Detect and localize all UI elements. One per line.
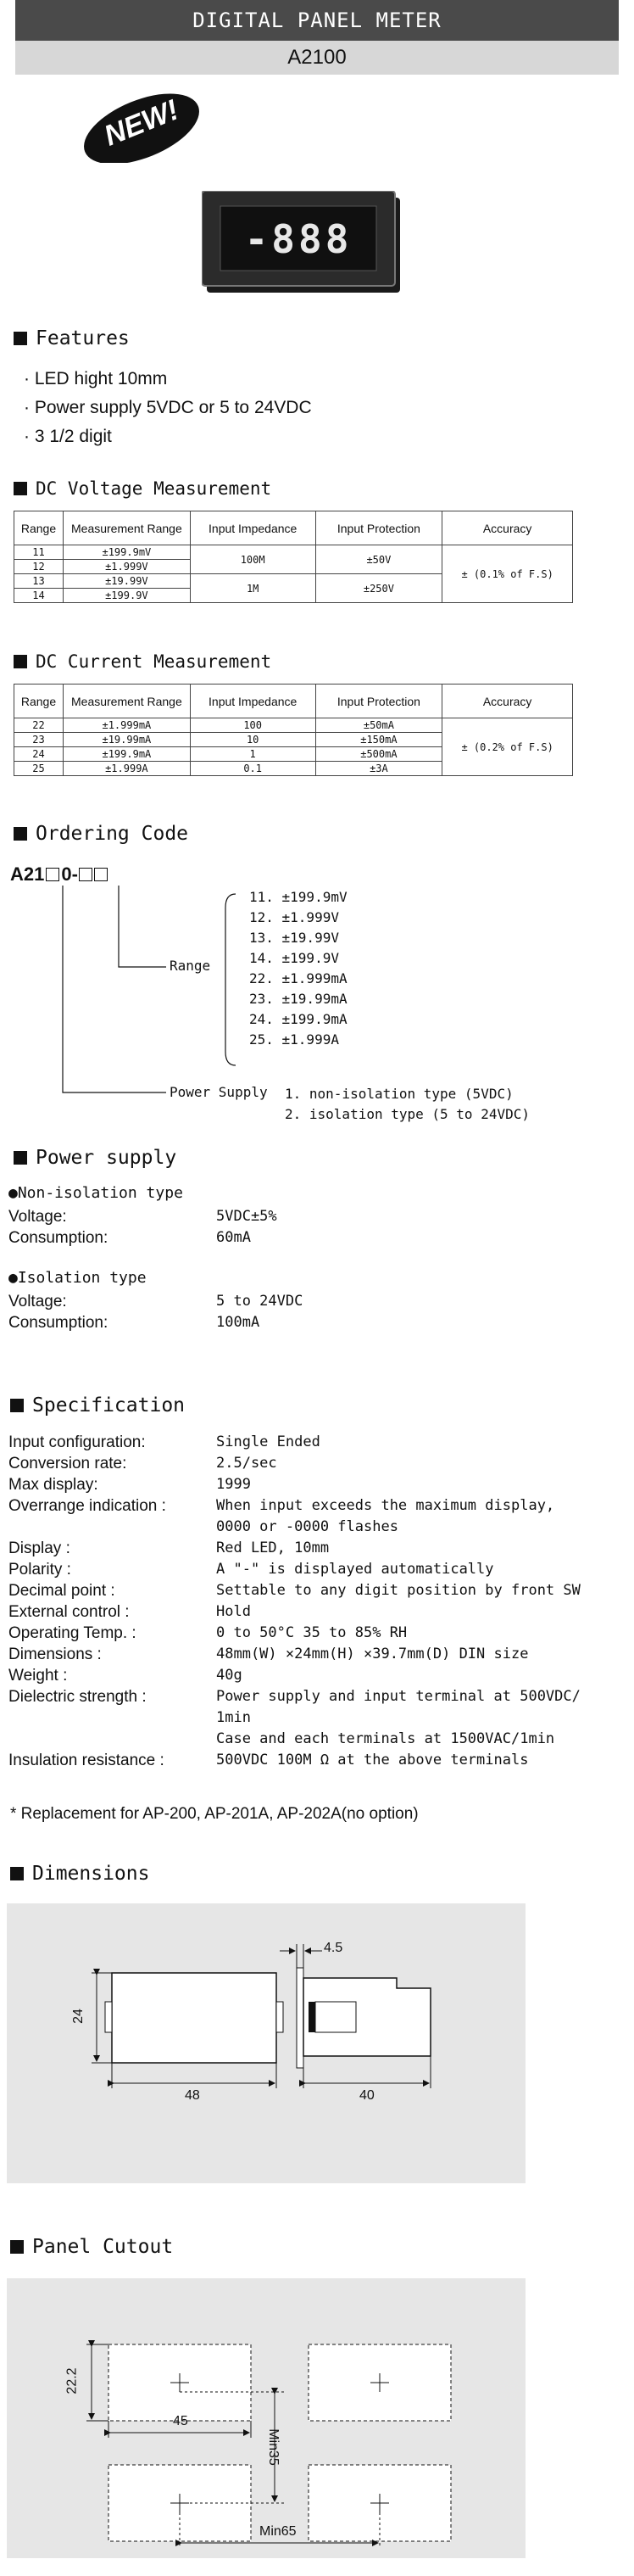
feature-item: · Power supply 5VDC or 5 to 24VDC: [24, 398, 312, 417]
spec-row: [8, 1474, 581, 1495]
dim-width-label: 48: [185, 2088, 200, 2103]
list-item: 11. ±199.9mV: [249, 889, 348, 905]
voltage-table: [14, 511, 573, 603]
spec-row: [8, 1206, 277, 1227]
table-cell: ±1.999V: [63, 560, 190, 574]
range-label: Range: [170, 958, 211, 974]
spec-key: Dimensions :: [8, 1646, 102, 1663]
dimensions-heading: [10, 1863, 149, 1885]
spec-value: Hold: [216, 1603, 251, 1620]
spec-key: Consumption:: [8, 1314, 108, 1332]
isolation-specs: [8, 1291, 303, 1333]
dim-thickness-label: 4.5: [324, 1941, 343, 1955]
col-header: Range: [14, 685, 64, 718]
spec-heading: [10, 1394, 185, 1417]
table-cell: ±199.9mA: [63, 747, 190, 762]
col-header: Measurement Range: [63, 511, 190, 545]
current-heading-text: DC Current Measurement: [36, 651, 272, 672]
spec-row: [8, 1432, 581, 1453]
cutout-vmin-label: Min35: [265, 2428, 281, 2466]
spec-key: [8, 1517, 216, 1538]
spec-row: [8, 1291, 303, 1312]
spec-value: 5 to 24VDC: [216, 1293, 303, 1310]
spec-row: [8, 1707, 581, 1729]
order-code-lines: [0, 874, 254, 1111]
isolation-title: ●Isolation type: [8, 1269, 147, 1287]
cutout-heading: [10, 2236, 173, 2258]
spec-row: [8, 1665, 581, 1686]
square-bullet-icon: [10, 1867, 24, 1880]
spec-row: [8, 1453, 581, 1474]
spec-row: [8, 1601, 581, 1623]
led-display: -888: [244, 216, 353, 262]
current-table: [14, 684, 573, 776]
spec-key: Insulation resistance :: [8, 1752, 164, 1769]
new-badge-text: NEW!: [99, 93, 183, 153]
spec-key: Decimal point :: [8, 1582, 115, 1600]
spec-list: [8, 1432, 581, 1771]
ordering-heading-text: Ordering Code: [36, 823, 189, 845]
table-cell: 1M: [190, 574, 315, 603]
spec-key: Voltage:: [8, 1208, 67, 1226]
col-header: Input Protection: [315, 511, 442, 545]
spec-value: 60mA: [216, 1229, 251, 1246]
spec-row: [8, 1686, 581, 1707]
spec-key: Consumption:: [8, 1229, 108, 1247]
col-header: Input Impedance: [190, 685, 315, 718]
col-header: Input Impedance: [190, 511, 315, 545]
order-code-prefix: A21: [10, 863, 45, 885]
dim-depth-label: 40: [359, 2088, 375, 2103]
list-item: 23. ±19.99mA: [249, 991, 348, 1007]
spec-value: When input exceeds the maximum display,: [216, 1497, 555, 1514]
dimensions-heading-text: Dimensions: [32, 1863, 150, 1885]
list-item: 13. ±19.99V: [249, 930, 339, 946]
dimensions-drawing: [7, 1903, 526, 2183]
spec-value: Red LED, 10mm: [216, 1539, 330, 1556]
table-cell: ±50mA: [315, 718, 442, 733]
table-cell: ±500mA: [315, 747, 442, 762]
spec-row: [8, 1729, 581, 1750]
spec-row: [8, 1538, 581, 1559]
spec-heading-text: Specification: [32, 1394, 186, 1417]
spec-key: Operating Temp. :: [8, 1624, 136, 1642]
table-cell: ±19.99V: [63, 574, 190, 589]
spec-key: External control :: [8, 1603, 130, 1621]
spec-key: [8, 1729, 216, 1750]
cutout-width-label: 45: [173, 2414, 188, 2428]
spec-value: A "-" is displayed automatically: [216, 1561, 494, 1578]
spec-key: Dielectric strength :: [8, 1688, 147, 1706]
range-list: [249, 887, 348, 1050]
table-cell: 25: [14, 762, 64, 776]
spec-value: 1min: [216, 1709, 251, 1726]
power-options: [285, 1084, 530, 1125]
table-cell: ±250V: [315, 574, 442, 603]
spec-value: 48mm(W) ×24mm(H) ×39.7mm(D) DIN size: [216, 1646, 529, 1662]
spec-key: Display :: [8, 1539, 70, 1557]
spec-value: Settable to any digit position by front SW: [216, 1582, 581, 1599]
square-bullet-icon: [14, 655, 27, 668]
table-cell: 14: [14, 589, 64, 603]
cutout-heading-text: Panel Cutout: [32, 2236, 174, 2258]
replacement-note: * Replacement for AP-200, AP-201A, AP-202A(no option): [10, 1805, 419, 1823]
square-bullet-icon: [14, 332, 27, 345]
table-cell: 13: [14, 574, 64, 589]
table-cell: 12: [14, 560, 64, 574]
spec-value: 2.5/sec: [216, 1455, 277, 1472]
cutout-drawing: [7, 2278, 526, 2558]
power-supply-label: Power Supply: [170, 1084, 268, 1100]
square-bullet-icon: [14, 1151, 27, 1165]
list-item: 25. ±1.999A: [249, 1031, 339, 1048]
spec-value: 1999: [216, 1476, 251, 1493]
table-cell: ±199.9mV: [63, 545, 190, 560]
col-header: Range: [14, 511, 64, 545]
col-header: Accuracy: [442, 685, 573, 718]
spec-row: [8, 1623, 581, 1644]
spec-value: 100mA: [216, 1314, 260, 1331]
order-code-mid: 0-: [61, 863, 78, 885]
spec-key: Polarity :: [8, 1561, 71, 1579]
spec-key: [8, 1707, 216, 1729]
spec-key: Weight :: [8, 1667, 68, 1685]
spec-key: Max display:: [8, 1476, 98, 1494]
features-heading-text: Features: [36, 327, 130, 349]
feature-item: · LED hight 10mm: [24, 369, 168, 388]
table-cell: ±150mA: [315, 733, 442, 747]
spec-row: [8, 1580, 581, 1601]
list-item: 24. ±199.9mA: [249, 1011, 348, 1027]
features-heading: [14, 327, 130, 349]
model-number: A2100: [15, 41, 619, 75]
spec-value: Case and each terminals at 1500VAC/1min: [216, 1730, 555, 1747]
spec-value: 0 to 50°C 35 to 85% RH: [216, 1624, 408, 1641]
new-badge: [78, 92, 205, 163]
table-cell: ±3A: [315, 762, 442, 776]
list-item: 22. ±1.999mA: [249, 970, 348, 986]
spec-value: 5VDC±5%: [216, 1208, 277, 1225]
col-header: Measurement Range: [63, 685, 190, 718]
spec-key: Input configuration:: [8, 1433, 146, 1451]
spec-row: [8, 1517, 581, 1538]
page-title: DIGITAL PANEL METER: [15, 0, 619, 41]
spec-key: Overrange indication :: [8, 1497, 166, 1515]
spec-row: [8, 1312, 303, 1333]
current-heading: [14, 651, 271, 672]
spec-row: [8, 1559, 581, 1580]
table-cell: ± (0.2% of F.S): [442, 718, 573, 776]
col-header: Accuracy: [442, 511, 573, 545]
table-cell: 22: [14, 718, 64, 733]
square-bullet-icon: [14, 482, 27, 495]
table-cell: ±1.999mA: [63, 718, 190, 733]
feature-item: · 3 1/2 digit: [24, 427, 112, 446]
table-cell: 11: [14, 545, 64, 560]
spec-row: [8, 1644, 581, 1665]
table-cell: 0.1: [190, 762, 315, 776]
table-cell: 100: [190, 718, 315, 733]
spec-value: 500VDC 100M Ω at the above terminals: [216, 1752, 529, 1769]
ordering-heading: [14, 823, 188, 845]
table-cell: 100M: [190, 545, 315, 574]
table-cell: ±50V: [315, 545, 442, 574]
voltage-heading-text: DC Voltage Measurement: [36, 478, 272, 499]
power-heading-text: Power supply: [36, 1147, 177, 1169]
table-cell: 24: [14, 747, 64, 762]
table-cell: 10: [190, 733, 315, 747]
non-isolation-title: ●Non-isolation type: [8, 1184, 183, 1202]
table-cell: ±1.999A: [63, 762, 190, 776]
square-bullet-icon: [14, 827, 27, 841]
spec-value: Power supply and input terminal at 500VDC/: [216, 1688, 581, 1705]
square-bullet-icon: [10, 2240, 24, 2254]
spec-value: 40g: [216, 1667, 242, 1684]
list-item: 14. ±199.9V: [249, 950, 339, 966]
square-bullet-icon: [10, 1399, 24, 1412]
cutout-hmin-label: Min65: [259, 2524, 297, 2539]
spec-row: [8, 1227, 277, 1249]
spec-row: [8, 1495, 581, 1517]
product-image: [202, 191, 405, 303]
table-cell: ±19.99mA: [63, 733, 190, 747]
spec-value: 0000 or -0000 flashes: [216, 1518, 398, 1535]
table-cell: 1: [190, 747, 315, 762]
spec-key: Voltage:: [8, 1293, 67, 1310]
spec-row: [8, 1750, 581, 1771]
dim-height-label: 24: [70, 2009, 86, 2024]
table-cell: ±199.9V: [63, 589, 190, 603]
voltage-heading: [14, 478, 271, 499]
table-cell: 23: [14, 733, 64, 747]
list-item: 1. non-isolation type (5VDC): [285, 1086, 514, 1102]
power-heading: [14, 1147, 176, 1169]
list-item: 2. isolation type (5 to 24VDC): [285, 1106, 530, 1122]
non-isolation-specs: [8, 1206, 277, 1249]
spec-value: Single Ended: [216, 1433, 320, 1450]
table-cell: ± (0.1% of F.S): [442, 545, 573, 603]
list-item: 12. ±1.999V: [249, 909, 339, 925]
col-header: Input Protection: [315, 685, 442, 718]
spec-key: Conversion rate:: [8, 1455, 127, 1472]
cutout-height-label: 22.2: [64, 2367, 80, 2394]
